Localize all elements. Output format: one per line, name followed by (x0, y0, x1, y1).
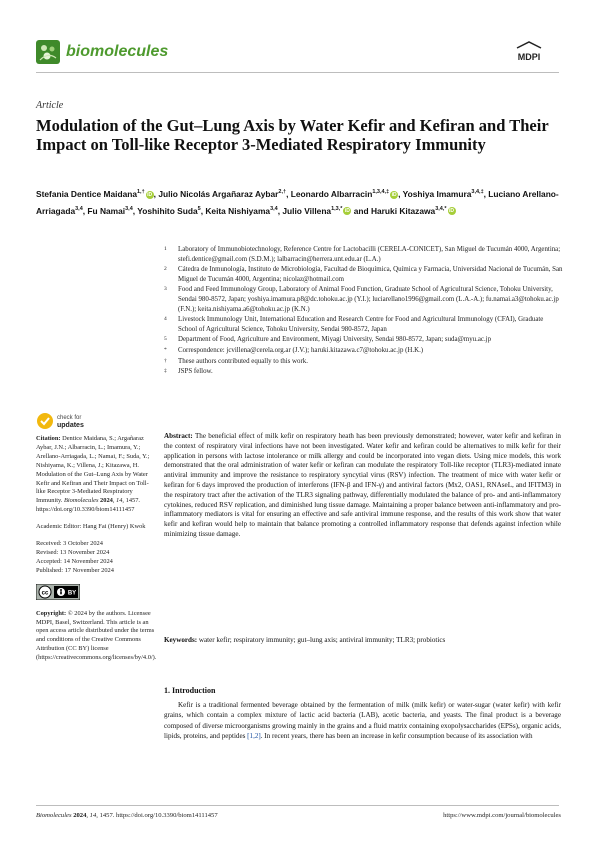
keywords (164, 636, 561, 646)
keywords-label: Keywords: (164, 636, 198, 644)
affiliation-item: 1 Laboratory of Immunobiotechnology, Reference Centre for Lactobacilli (CERELA-CONICET), San Miguel de Tucumán 4000, Argentina; stefi.dentice@gmail.com (S.D.M.); lalbarracin@herrera.unt.edu.ar (L.A.) (164, 246, 561, 263)
author-list: Stefania Dentice Maidana$^{1,\dagger}$ iD , Julio Nicolás Argañaraz Aybar$^{2,\dagger}$, Leonardo Albarracin$^{1,3,4,\ddagger}$ iD , Yoshiya Imamura$^{3,4,\ddagger}$, Luciano Arellano-Arriagada$^{3,4}$, Fu Namai$^{3,4}$, Yoshihito Suda$^5$, Keita Nishiyama$^{3,4}$, Julio Villena$^{1,3,*}$ iD and Haruki Kitazawa$^{3,4,*}$ iD (36, 188, 559, 216)
mdpi-logo (512, 40, 546, 64)
author: Leonardo Albarracin$^{1,3,4,\ddagger}$ iD (290, 188, 397, 199)
author: Yoshiya Imamura$^{3,4,\ddagger}$ (402, 188, 484, 199)
svg-text:updates: updates (57, 422, 84, 429)
author: Julio Nicolás Argañaraz Aybar$^{2,\dagger}$ (158, 188, 287, 199)
svg-text:check for: check for (57, 415, 82, 421)
abstract-text: The beneficial effect of milk kefir on respiratory heath has been previously demonstrated; however, water kefir and kefiran in the context of respiratory viral infections have not been investigated. Water kefir and kefiran could be alternatives to milk kefir for their application in persons with lactose intolerance or milk allergy and could be incorporated into vegan diets. Using mice models, this work demonstrated that the oral administration of water kefir or kefiran can modulate the respiratory Toll-like receptor (TLR3)-mediated innate antiviral immunity and improve the resistance to respiratory syncytial virus (RSV) infection. The treatment of mice with water kefir or kefiran for 6 days improved the production of interferons (IFN-β and IFN-γ) and antiviral factors (Mx2, OAS1, RNAseL, and IFITM3) in the respiratory tract after the activation of the TLR3 signaling pathway, differentially modulated the balance of pro- and anti-inflammatory cytokines, reduced RSV replication, and diminished lung tissue damage. Maintaining a proper balance between anti-inflammatory and pro-inflammatory mediators is vital for ensuring an effective and safe antiviral immune response, and the results of this work show that water kefir and kefiran would help to maintain that balance promoting a controlled inflammatory response that defends against infection while minimizing tissue damage. (164, 432, 561, 538)
orcid-icon[interactable]: iD (344, 208, 350, 215)
author: Haruki Kitazawa$^{3,4,*}$ iD (370, 205, 455, 216)
svg-text:MDPI: MDPI (517, 52, 541, 62)
abstract (164, 432, 561, 540)
article-type: Article (36, 100, 64, 111)
article-sidebar (36, 435, 156, 671)
author: Keita Nishiyama$^{3,4}$ (205, 205, 278, 216)
author: Luciano Arellano-Arriagada$^{3,4}$ (36, 188, 559, 216)
article-title: Modulation of the Gut–Lung Axis by Water Kefir and Kefiran and Their Impact on Toll-like Receptor 3-Mediated Respiratory Immunity (36, 116, 549, 154)
footer-divider (36, 805, 559, 806)
affiliation-item: 5 Department of Food, Agriculture and Environment, Miyagi University, Sendai 980-8572, Japan; suda@myu.ac.jp (164, 336, 492, 344)
affiliations (164, 245, 564, 378)
journal-name: biomolecules (66, 43, 169, 60)
header-divider (36, 72, 559, 73)
copyright: Copyright: © 2024 by the authors. Licensee MDPI, Basel, Switzerland. This article is an open access article distributed under the terms and conditions of the Creative Commons Attribution (CC BY) license (https://creativecommons.org/licenses/by/4.0/). (36, 609, 157, 662)
section-heading: 1. Introduction (164, 686, 216, 695)
affiliation-item: † These authors contributed equally to this work. (164, 357, 308, 365)
dates: Received: 3 October 2024 Revised: 13 November 2024 Accepted: 14 November 2024 Published: 17 November 2024 (36, 540, 114, 574)
author: Stefania Dentice Maidana$^{1,\dagger}$ iD (36, 188, 153, 199)
footer-url[interactable]: https://www.mdpi.com/journal/biomolecules (443, 812, 561, 819)
orcid-icon[interactable]: iD (147, 191, 153, 198)
affiliation-item: ‡ JSPS fellow. (164, 368, 213, 376)
author: Julio Villena$^{1,3,*}$ iD (282, 205, 350, 216)
academic-editor: Academic Editor: Hang Fai (Henry) Kwok (36, 523, 146, 531)
keywords-text: water kefir; respiratory immunity; gut–lung axis; antiviral immunity; TLR3; probiotics (198, 636, 446, 644)
abstract-label: Abstract: (164, 432, 193, 440)
cc-by-license-icon[interactable] (36, 584, 80, 600)
affiliation-item: * Correspondence: jcvillena@cerela.org.ar (J.V.); haruki.kitazawa.c7@tohoku.ac.jp (H.K.) (164, 346, 424, 354)
affiliation-item: 4 Livestock Immunology Unit, International Education and Research Centre for Food and Agricultural Immunology (CFAI), Graduate School of Agricultural Science, Tohoku University, Sendai 980-8572, Japan (164, 316, 544, 333)
author: Yoshihito Suda$^5$ (137, 205, 201, 216)
affiliation-item: 2 Cátedra de Inmunología, Instituto de Microbiología, Facultad de Bioquímica, Química y Farmacia, Universidad Nacional de Tucumán, San Miguel de Tucumán 4000, Argentina; nicolaz@hotmail.com (164, 266, 563, 283)
footer-citation: Biomolecules 2024, 14, 1457. https://doi.org/10.3390/biom14111457 (36, 812, 218, 819)
check-for-updates-badge[interactable] (36, 410, 96, 432)
orcid-icon[interactable]: iD (449, 208, 455, 215)
author: Fu Namai$^{3,4}$ (87, 205, 133, 216)
citation-link[interactable]: [1,2] (247, 732, 261, 741)
svg-text:cc: cc (41, 590, 49, 597)
citation: Citation: Dentice Maidana, S.; Argañaraz Aybar, J.N.; Albarracin, L.; Imamura, Y.; Arellano-Arriagada, L.; Namai, F.; Suda, Y.; Nishiyama, K.; Villena, J.; Kitazawa, H. Modulation of the Gut–Lung Axis by Water Kefir and Kefiran and Their Impact on Toll-like Receptor 3-Mediated Respiratory Immunity. Biomolecules 2024, 14, 1457. https://doi.org/10.3390/biom14111457 (36, 435, 150, 514)
orcid-icon[interactable]: iD (391, 191, 397, 198)
svg-text:BY: BY (67, 590, 77, 597)
intro-paragraph: Kefir is a traditional fermented beverage obtained by the fermentation of milk (milk kefir) or water-sugar (water kefir) with kefir grains, which contain a complex mixture of lactic acid bacteria (LAB), acetic bacteria, and yeasts. The final product is a beverage composed of diverse microorganisms growing mainly in the grains and a fluid matrix containing exopolysaccharides (EPSs), organic acids, lipids, proteins, and peptides [1,2]. In recent years, there has been an increase in kefir consumption because of its association with (164, 701, 561, 741)
journal-logo (36, 40, 60, 64)
affiliation-item: 3 Food and Feed Immunology Group, Laboratory of Animal Food Function, Graduate School of Agricultural Science, Tohoku University, Sendai 980-8572, Japan; yoshiya.imamura.p8@dc.tohoku.ac.jp (Y.I.); luciarellano1996@gmail.com (L.A.-A.); fu.namai.a3@tohoku.ac.jp (F.N.); keita.nishiyama.a6@tohoku.ac.jp (K.N.) (164, 286, 559, 313)
